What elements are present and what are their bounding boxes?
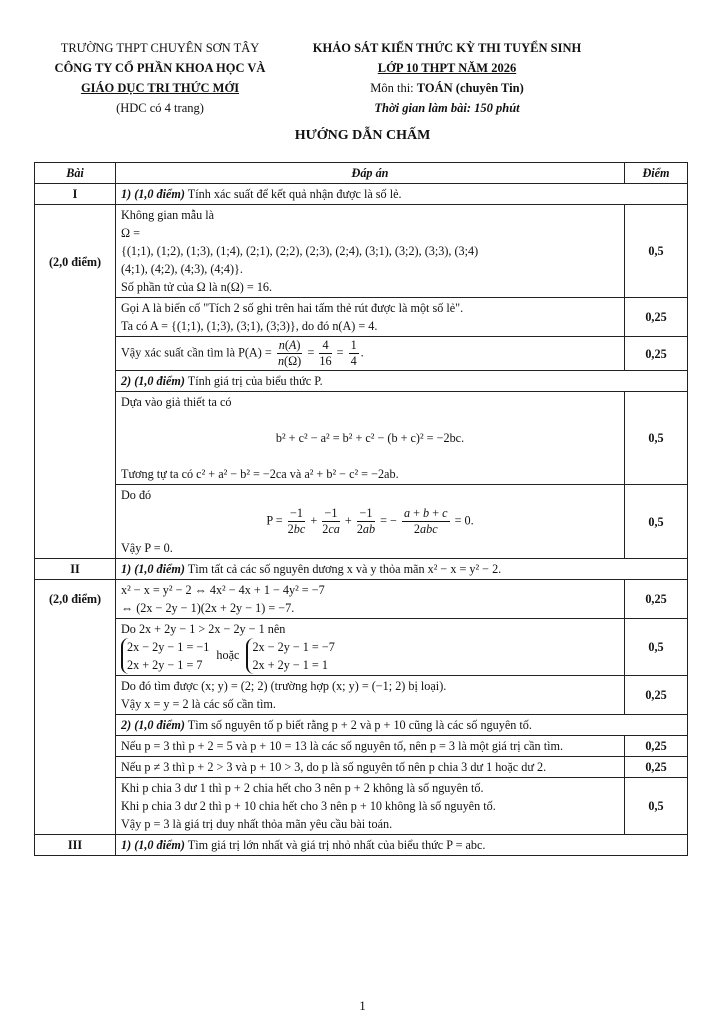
answer-line: Khi p chia 3 dư 1 thì p + 2 chia hết cho 3 nên p + 2 không là số nguyên tố. <box>121 781 484 795</box>
answer-line: Do đó <box>121 488 152 502</box>
answer-line: Vậy p = 3 là giá trị duy nhất thỏa mãn yêu cầu bài toán. <box>121 817 393 831</box>
or-label: hoặc <box>216 647 240 662</box>
table-row <box>35 485 688 559</box>
score: 0,25 <box>625 676 688 715</box>
system-line: 2x + 2y − 1 = 1 <box>252 658 328 672</box>
question-number: 1) (1,0 điểm) <box>121 838 185 852</box>
answer-cell <box>116 392 625 485</box>
header-diem: Điểm <box>625 163 688 184</box>
answer-cell: Nếu p = 3 thì p + 2 = 5 và p + 10 = 13 là các số nguyên tố, nên p = 3 là một giá trị cần tìm. <box>116 736 625 757</box>
score: 0,5 <box>625 778 688 835</box>
question-text: Tính xác suất để kết quả nhận được là số lẻ. <box>184 187 402 201</box>
fraction: $\frac{1}{4}$ <box>350 338 357 368</box>
answer-line: (4;1), (4;2), (4;3), (4;4)}. <box>121 262 243 276</box>
answer-cell <box>116 205 625 298</box>
answer-line: Khi p chia 3 dư 2 thì p + 10 chia hết cho 3 nên p + 10 không là số nguyên tố. <box>121 799 496 813</box>
school-block <box>20 38 300 118</box>
answer-cell <box>116 778 625 835</box>
table-row <box>35 778 688 835</box>
score: 0,25 <box>625 736 688 757</box>
score: 0,5 <box>625 205 688 298</box>
subject-value: TOÁN (chuyên Tin) <box>416 81 524 95</box>
table-row <box>35 757 688 778</box>
fraction: $\frac{4}{16}$ <box>319 338 332 368</box>
question-title <box>116 371 688 392</box>
answer-line: Ta có A = {(1;1), (1;3), (3;1), (3;3)}, do đó n(A) = 4. <box>121 319 378 333</box>
table-row <box>35 337 688 371</box>
table-row <box>35 392 688 485</box>
question-title <box>116 835 688 856</box>
equation-lhs: P = <box>266 513 283 528</box>
answer-line: {(1;1), (1;2), (1;3), (1;4), (2;1), (2;2), (2;3), (2;4), (3;1), (3;2), (3;3), (3;4) <box>121 244 479 258</box>
answer-line: Không gian mẫu là <box>121 208 215 222</box>
answer-line: Vậy xác suất cần tìm là P(A) = <box>121 345 272 360</box>
table-row <box>35 736 688 757</box>
system-line: 2x − 2y − 1 = −7 <box>252 640 335 654</box>
page-count-note: (HDC có 4 trang) <box>116 101 204 115</box>
exam-duration: Thời gian làm bài: 150 phút <box>374 101 520 115</box>
system-brace <box>246 638 334 674</box>
answer-line: Số phần tử của Ω là n(Ω) = 16. <box>121 280 273 294</box>
answer-line: Gọi A là biến cố "Tích 2 số ghi trên hai tấm thẻ rút được là một số lẻ". <box>121 301 464 315</box>
table-row <box>35 298 688 337</box>
answer-line: Do đó tìm được (x; y) = (2; 2) (trường hợp (x; y) = (−1; 2) bị loại). <box>121 679 447 693</box>
question-number: 1) (1,0 điểm) <box>121 562 185 576</box>
answer-cell: Nếu p ≠ 3 thì p + 2 > 3 và p + 10 > 3, do p là số nguyên tố nên p chia 3 dư 1 hoặc dư 2. <box>116 757 625 778</box>
score: 0,25 <box>625 337 688 371</box>
answer-line: Dựa vào giả thiết ta có <box>121 395 232 409</box>
score: 0,5 <box>625 392 688 485</box>
answer-line: Vậy P = 0. <box>121 541 173 555</box>
equation-system <box>121 638 619 674</box>
exam-block <box>288 38 606 118</box>
system-line: 2x + 2y − 1 = 7 <box>127 658 203 672</box>
answer-line: x² − x = y² − 2 ⇔ 4x² − 4x + 1 − 4y² = −7 <box>121 583 325 597</box>
answer-cell <box>116 485 625 559</box>
answer-cell <box>116 298 625 337</box>
question-title <box>116 559 688 580</box>
fraction: $\frac{n(A)}{n(\Omega)}$ <box>277 338 302 368</box>
answer-line: Tương tự ta có c² + a² − b² = −2ca và a² + b² − c² = −2ab. <box>121 467 399 481</box>
answer-line: Ω = <box>121 226 140 240</box>
score: 0,25 <box>625 298 688 337</box>
header-dap-an: Đáp án <box>116 163 625 184</box>
fraction: $\frac{a + b + c}{\text{2abc}}$ <box>403 506 448 536</box>
score: 0,5 <box>625 485 688 559</box>
school-name: TRƯỜNG THPT CHUYÊN SƠN TÂY <box>60 41 260 55</box>
system-line: 2x − 2y − 1 = −1 <box>127 640 210 654</box>
exam-title: KHẢO SÁT KIẾN THỨC KỲ THI TUYỂN SINH <box>312 41 582 55</box>
company-line-1: CÔNG TY CỔ PHẦN KHOA HỌC VÀ <box>54 61 266 75</box>
system-brace <box>121 638 209 674</box>
table-row <box>35 619 688 676</box>
grading-table <box>34 162 688 856</box>
answer-cell <box>116 619 625 676</box>
section-points: (2,0 điểm) <box>35 580 116 835</box>
question-number: 2) (1,0 điểm) <box>121 374 185 388</box>
answer-cell: Vậy xác suất cần tìm là P(A) = $\frac{n(A)}{n(\Omega)}$ = $\frac{4}{16}$ = $\frac{1}{4}$ . <box>116 337 625 371</box>
equation: P = $\frac{-1}{2bc}$ + $\frac{-1}{2ca}$ + $\frac{-1}{2ab}$ = − $\frac{a + b + c}{\text{2abc}}$ = 0. <box>266 506 474 536</box>
question-text: Tìm tất cả các số nguyên dương x và y thỏa mãn x² − x = y² − 2. <box>184 562 502 576</box>
table-row <box>35 715 688 736</box>
answer-line: Do 2x + 2y − 1 > 2x − 2y − 1 nên <box>121 622 286 636</box>
question-text: Tìm số nguyên tố p biết rằng p + 2 và p + 10 cũng là các số nguyên tố. <box>184 718 532 732</box>
question-number: 2) (1,0 điểm) <box>121 718 185 732</box>
section-id: I <box>35 184 116 205</box>
table-row <box>35 371 688 392</box>
section-id: III <box>35 835 116 856</box>
table-row <box>35 835 688 856</box>
answer-cell <box>116 580 625 619</box>
table-row <box>35 205 688 298</box>
table-row <box>35 559 688 580</box>
section-id: II <box>35 559 116 580</box>
answer-cell <box>116 676 625 715</box>
answer-line: Vậy x = y = 2 là các số cần tìm. <box>121 697 276 711</box>
company-line-2: GIÁO DỤC TRI THỨC MỚI <box>80 81 240 95</box>
page-number: 1 <box>359 998 366 1013</box>
fraction: $\frac{-1}{2ca}$ <box>322 506 340 536</box>
section-points: (2,0 điểm) <box>35 205 116 559</box>
exam-grade: LỚP 10 THPT NĂM 2026 <box>377 61 517 75</box>
question-text: Tính giá trị của biểu thức P. <box>184 374 323 388</box>
table-row <box>35 184 688 205</box>
exam-subject <box>288 78 606 98</box>
question-text: Tìm giá trị lớn nhất và giá trị nhỏ nhất của biểu thức P = abc. <box>184 838 486 852</box>
table-header-row <box>35 163 688 184</box>
score: 0,25 <box>625 757 688 778</box>
equation: b² + c² − a² = b² + c² − (b + c)² = −2bc. <box>275 431 465 445</box>
question-title <box>116 184 688 205</box>
score: 0,25 <box>625 580 688 619</box>
answer-line: ⇔ (2x − 2y − 1)(2x + 2y − 1) = −7. <box>121 601 295 615</box>
header-bai: Bài <box>35 163 116 184</box>
table-row <box>35 580 688 619</box>
question-number: 1) (1,0 điểm) <box>121 187 185 201</box>
table-row <box>35 676 688 715</box>
page-title: HƯỚNG DẪN CHẤM <box>294 128 431 143</box>
fraction: $\frac{-1}{2ab}$ <box>356 506 376 536</box>
score: 0,5 <box>625 619 688 676</box>
subject-label: Môn thi: <box>370 81 417 95</box>
fraction: $\frac{-1}{2bc}$ <box>287 506 306 536</box>
question-title <box>116 715 688 736</box>
